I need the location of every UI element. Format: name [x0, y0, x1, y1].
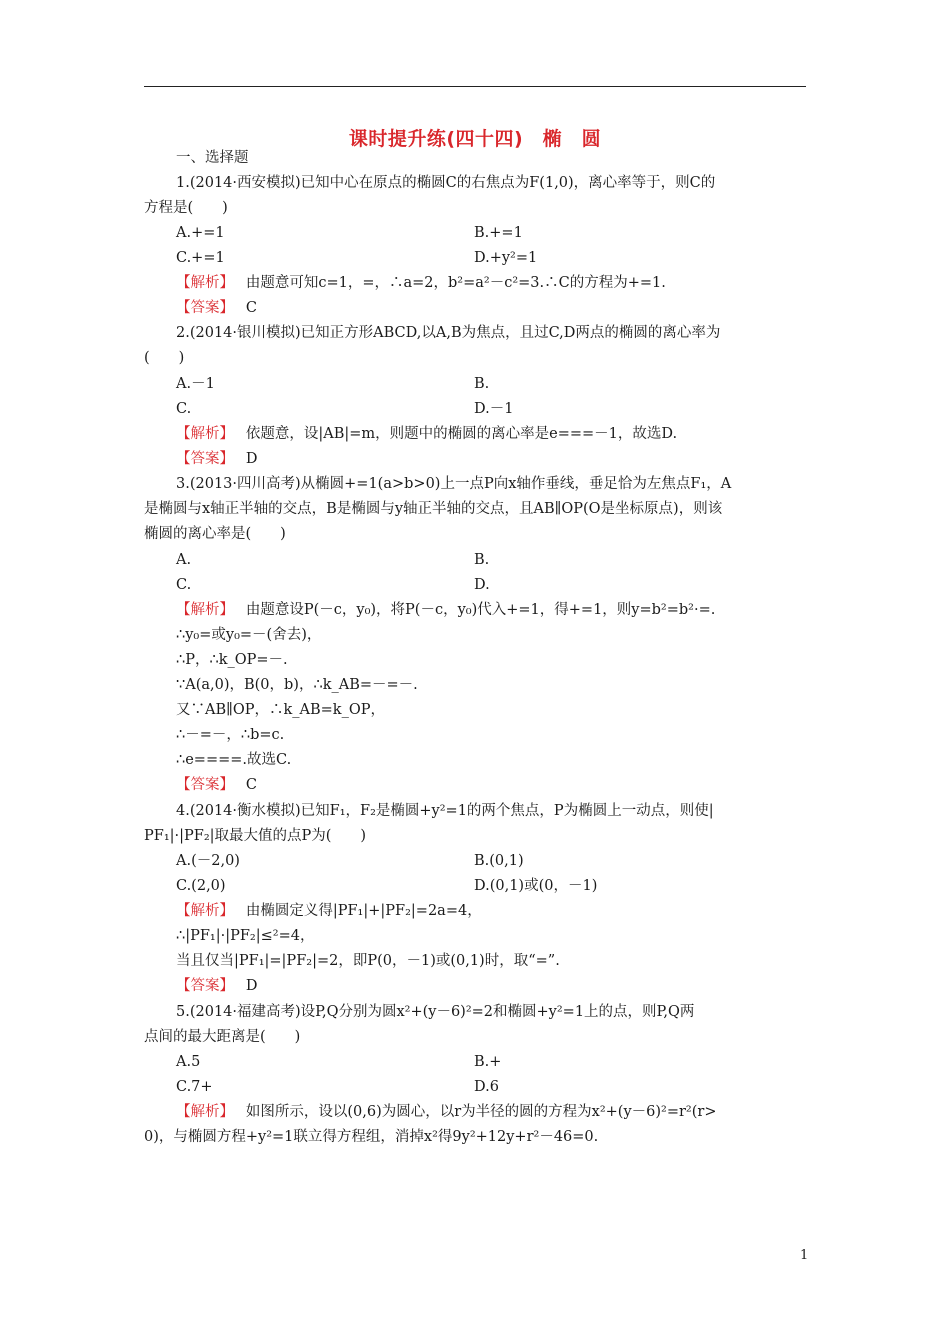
answer-tag: 【答案】 — [176, 777, 227, 793]
q4-analysis-line-2: ∴|PF₁|·|PF₂|≤²=4， — [176, 928, 315, 944]
q2-answer-text: D — [245, 451, 258, 467]
q1-option-d: D.+y²=1 — [474, 250, 538, 266]
q3-option-a: A. — [176, 552, 192, 568]
q1-answer-text: C — [245, 300, 257, 316]
q2-answer — [176, 449, 258, 469]
q4-option-d: D.(0,1)或(0，－1) — [474, 878, 598, 894]
q1-analysis-text: 由题意可知c=1，=，∴a=2，b²=a²－c²=3.∴C的方程为+=1. — [245, 275, 666, 291]
header-rule — [144, 86, 806, 87]
q2-option-d: D.－1 — [474, 401, 514, 417]
analysis-tag: 【解析】 — [176, 602, 227, 618]
q4-option-b: B.(0,1) — [474, 853, 524, 869]
q4-stem-cont: PF₁|·|PF₂|取最大值的点P为( ) — [144, 828, 367, 844]
analysis-tag: 【解析】 — [176, 1104, 227, 1120]
answer-tag: 【答案】 — [176, 300, 227, 316]
q2-analysis — [176, 424, 677, 444]
q5-stem-cont: 点间的最大距离是( ) — [144, 1029, 301, 1045]
q1-option-a: A.+=1 — [176, 225, 225, 241]
analysis-tag: 【解析】 — [176, 903, 227, 919]
q4-answer-text: D — [245, 978, 258, 994]
q2-stem-cont: ( ) — [144, 350, 185, 366]
q1-stem-cont: 方程是( ) — [144, 200, 228, 216]
q3-option-d: D. — [474, 577, 490, 593]
q5-analysis-line-2: 0)，与椭圆方程+y²=1联立得方程组，消掉x²得9y²+12y+r²－46=0. — [144, 1129, 599, 1145]
q4-analysis — [176, 901, 482, 921]
q2-option-a: A.－1 — [176, 376, 215, 392]
answer-tag: 【答案】 — [176, 451, 227, 467]
q3-analysis-line-5: 又∵AB∥OP，∴k_AB=k_OP， — [176, 702, 385, 718]
q1-answer — [176, 298, 257, 318]
q3-option-b: B. — [474, 552, 490, 568]
q3-analysis-line-7: ∴e====.故选C. — [176, 752, 292, 768]
q5-option-d: D.6 — [474, 1079, 499, 1095]
page-title: 课时提升练(四十四) 椭 圆 — [348, 128, 602, 150]
q5-stem: 5.(2014·福建高考)设P,Q分别为圆x²+(y－6)²=2和椭圆+y²=1上的点，则P,Q两 — [176, 1004, 695, 1020]
analysis-tag: 【解析】 — [176, 426, 227, 442]
q3-analysis-line-2: ∴y₀=或y₀=－(舍去)， — [176, 627, 322, 643]
q4-stem: 4.(2014·衡水模拟)已知F₁，F₂是椭圆+y²=1的两个焦点，P为椭圆上一动点，则使| — [176, 803, 714, 819]
q1-analysis — [176, 273, 666, 293]
q5-analysis-text: 如图所示，设以(0,6)为圆心，以r为半径的圆的方程为x²+(y－6)²=r²(r> — [245, 1104, 717, 1120]
q3-analysis-line-6: ∴－=－，∴b=c. — [176, 727, 285, 743]
analysis-tag: 【解析】 — [176, 275, 227, 291]
q3-answer — [176, 775, 257, 795]
q4-answer — [176, 976, 258, 996]
q2-option-b: B. — [474, 376, 490, 392]
q3-stem: 3.(2013·四川高考)从椭圆+=1(a>b>0)上一点P向x轴作垂线，垂足恰为左焦点F₁，A — [176, 476, 732, 492]
q5-option-a: A.5 — [176, 1054, 201, 1070]
section-heading: 一、选择题 — [176, 150, 249, 166]
q5-analysis — [176, 1102, 716, 1122]
q3-analysis — [176, 600, 715, 620]
q4-analysis-line-3: 当且仅当|PF₁|=|PF₂|=2，即P(0，－1)或(0,1)时，取“=”. — [176, 953, 560, 969]
q3-analysis-text: 由题意设P(－c，y₀)，将P(－c，y₀)代入+=1，得+=1，则y=b²=b²·=. — [245, 602, 716, 618]
q3-option-c: C. — [176, 577, 192, 593]
answer-tag: 【答案】 — [176, 978, 227, 994]
q4-option-c: C.(2,0) — [176, 878, 226, 894]
q2-analysis-text: 依题意，设|AB|=m，则题中的椭圆的离心率是e===－1，故选D. — [245, 426, 678, 442]
q3-answer-text: C — [245, 777, 257, 793]
q3-stem-end: 椭圆的离心率是( ) — [144, 526, 286, 542]
q2-option-c: C. — [176, 401, 192, 417]
q1-option-c: C.+=1 — [176, 250, 225, 266]
q3-stem-cont: 是椭圆与x轴正半轴的交点，B是椭圆与y轴正半轴的交点，且AB∥OP(O是坐标原点)，则该 — [144, 501, 723, 517]
q5-option-b: B.+ — [474, 1054, 502, 1070]
page-number: 1 — [800, 1248, 809, 1263]
q5-option-c: C.7+ — [176, 1079, 213, 1095]
q4-option-a: A.(－2,0) — [176, 853, 240, 869]
q4-analysis-text: 由椭圆定义得|PF₁|+|PF₂|=2a=4， — [245, 903, 482, 919]
q1-option-b: B.+=1 — [474, 225, 523, 241]
q3-analysis-line-3: ∴P，∴k_OP=－. — [176, 652, 288, 668]
q2-stem: 2.(2014·银川模拟)已知正方形ABCD,以A,B为焦点，且过C,D两点的椭圆的离心率为 — [176, 325, 721, 341]
q1-stem: 1.(2014·西安模拟)已知中心在原点的椭圆C的右焦点为F(1,0)，离心率等于，则C的 — [176, 175, 716, 191]
q3-analysis-line-4: ∵A(a,0)，B(0，b)，∴k_AB=－=－. — [176, 677, 418, 693]
